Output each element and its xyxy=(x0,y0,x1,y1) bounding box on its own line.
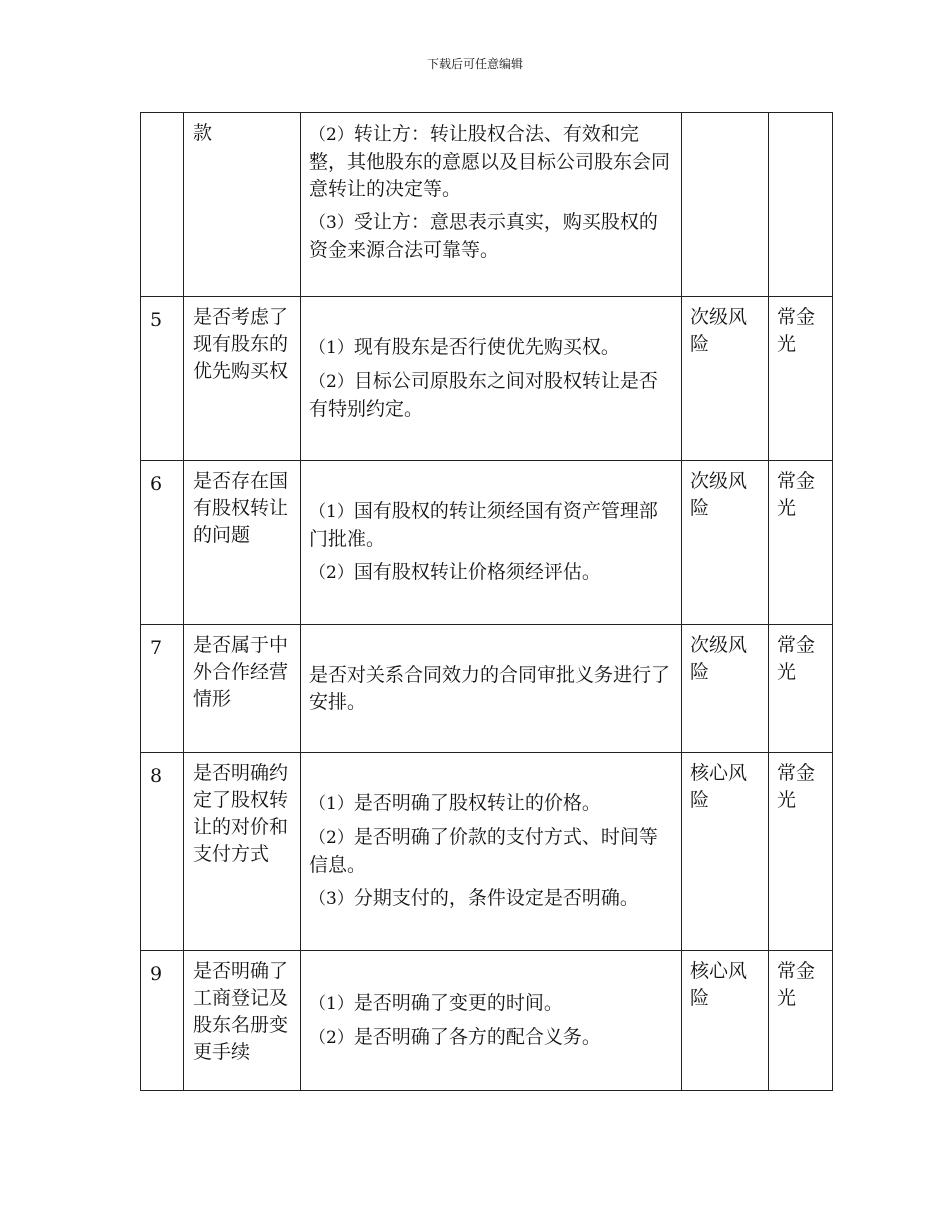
table-row xyxy=(141,461,833,625)
risk-level: 次级风险 xyxy=(682,461,769,625)
review-item: 款 xyxy=(184,113,301,297)
review-content xyxy=(301,753,682,951)
responsible-person: 常金光 xyxy=(769,461,833,625)
content-paragraph xyxy=(309,121,673,203)
responsible-person: 常金光 xyxy=(769,951,833,1091)
page-header: 下载后可任意编辑 xyxy=(426,57,523,71)
review-content xyxy=(301,461,682,625)
content-paragraph xyxy=(309,209,673,264)
paragraph-text: 是否明确了各方的配合义务。 xyxy=(353,1025,601,1048)
table-row xyxy=(141,113,833,297)
paragraph-number: （3） xyxy=(309,213,354,233)
paragraph-text: 转让方：转让股权合法、有效和完整，其他股东的意愿以及目标公司股东会同意转让的决定等。 xyxy=(309,123,671,200)
row-number: 5 xyxy=(141,297,184,461)
paragraph-text: 是否对关系合同效力的合同审批义务进行了安排。 xyxy=(309,663,671,713)
responsible-person xyxy=(769,113,833,297)
risk-level: 核心风险 xyxy=(682,753,769,951)
content-paragraph xyxy=(309,885,673,913)
paragraph-text: 目标公司原股东之间对股权转让是否有特别约定。 xyxy=(309,370,658,420)
paragraph-text: 分期支付的，条件设定是否明确。 xyxy=(353,887,639,909)
paragraph-number: （1） xyxy=(309,794,354,814)
paragraph-number: （1） xyxy=(309,993,354,1014)
paragraph-number: （2） xyxy=(309,1027,354,1048)
paragraph-number: （2） xyxy=(309,563,354,583)
row-number: 8 xyxy=(141,753,184,951)
review-content xyxy=(301,113,682,297)
paragraph-text: 国有股权转让价格须经评估。 xyxy=(353,561,601,583)
content-paragraph xyxy=(309,368,673,423)
review-content xyxy=(301,625,682,753)
row-number xyxy=(141,113,184,297)
content-paragraph xyxy=(309,662,673,716)
content-paragraph xyxy=(309,559,673,587)
paragraph-text: 现有股东是否行使优先购买权。 xyxy=(353,336,620,358)
paragraph-text: 是否明确了变更的时间。 xyxy=(353,991,563,1014)
paragraph-number: （2） xyxy=(309,828,354,848)
row-number: 7 xyxy=(141,625,184,753)
risk-level: 次级风险 xyxy=(682,297,769,461)
paragraph-number: （3） xyxy=(309,889,354,909)
risk-review-table xyxy=(140,112,833,1091)
content-paragraph xyxy=(309,498,673,553)
review-item: 是否考虑了现有股东的优先购买权 xyxy=(184,297,301,461)
paragraph-text: 受让方：意思表示真实，购买股权的资金来源合法可靠等。 xyxy=(309,211,658,261)
review-item: 是否存在国有股权转让的问题 xyxy=(184,461,301,625)
paragraph-text: 是否明确了价款的支付方式、时间等信息。 xyxy=(309,826,658,876)
paragraph-text: 是否明确了股权转让的价格。 xyxy=(353,792,601,814)
paragraph-number: （1） xyxy=(309,338,354,358)
review-item: 是否属于中外合作经营情形 xyxy=(184,625,301,753)
content-paragraph xyxy=(309,1024,673,1052)
review-item: 是否明确了工商登记及股东名册变更手续 xyxy=(184,951,301,1091)
responsible-person: 常金光 xyxy=(769,753,833,951)
review-content xyxy=(301,951,682,1091)
responsible-person: 常金光 xyxy=(769,297,833,461)
risk-level: 次级风险 xyxy=(682,625,769,753)
review-content xyxy=(301,297,682,461)
paragraph-number: （2） xyxy=(309,125,354,145)
responsible-person: 常金光 xyxy=(769,625,833,753)
risk-level xyxy=(682,113,769,297)
content-paragraph xyxy=(309,990,673,1018)
row-number: 6 xyxy=(141,461,184,625)
table-row xyxy=(141,951,833,1091)
table-row xyxy=(141,625,833,753)
risk-level: 核心风险 xyxy=(682,951,769,1091)
table-row xyxy=(141,297,833,461)
review-item: 是否明确约定了股权转让的对价和支付方式 xyxy=(184,753,301,951)
paragraph-number: （1） xyxy=(309,502,354,522)
paragraph-number: （2） xyxy=(309,372,354,392)
table-row xyxy=(141,753,833,951)
content-paragraph xyxy=(309,334,673,362)
paragraph-text: 国有股权的转让须经国有资产管理部门批准。 xyxy=(309,500,658,550)
content-paragraph xyxy=(309,824,673,879)
row-number: 9 xyxy=(141,951,184,1091)
content-paragraph xyxy=(309,790,673,818)
